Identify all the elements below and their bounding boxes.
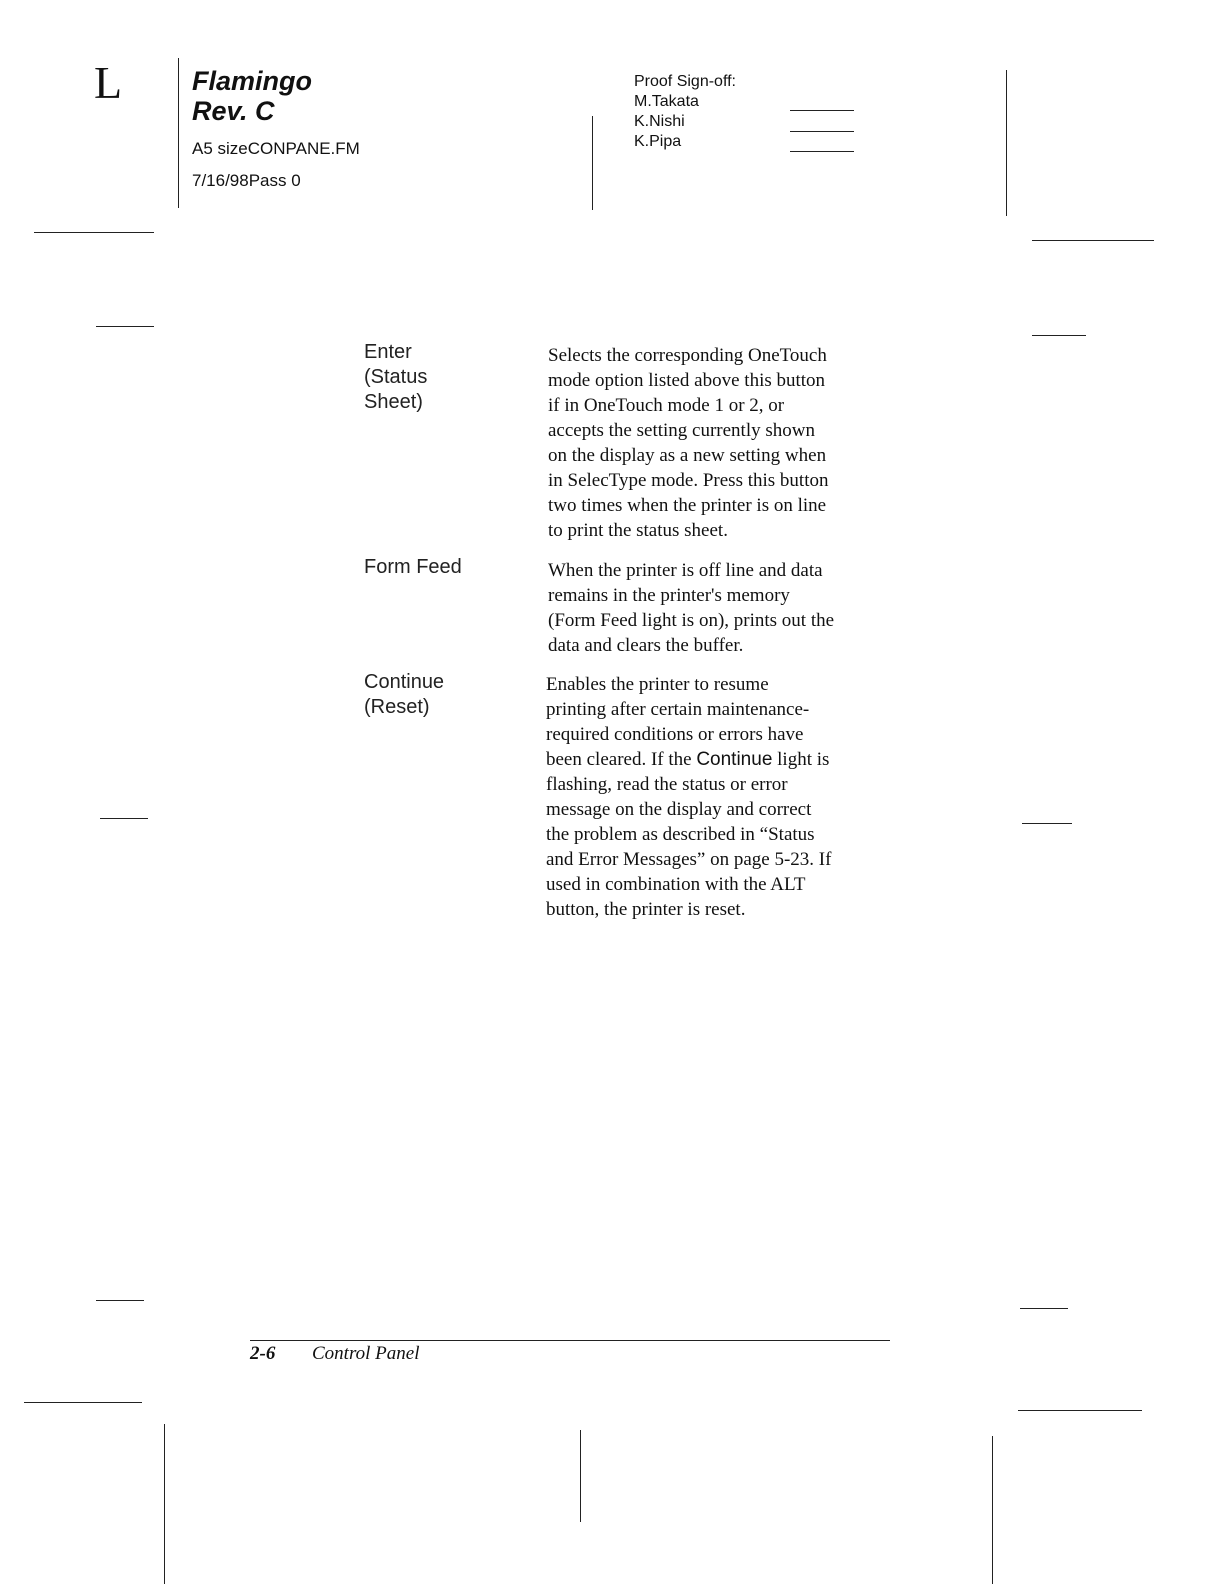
desc-line: accepts the setting currently shown — [548, 420, 815, 441]
term-line: Form Feed — [364, 556, 462, 578]
crop-mark-bottom-left — [164, 1424, 165, 1584]
signoff-name: M.Takata — [634, 93, 699, 110]
term-line: Continue — [364, 671, 445, 693]
doc-revision: Rev. C — [192, 96, 275, 126]
desc-line: the problem as described in “Status — [546, 824, 815, 845]
desc-line: required conditions or errors have — [546, 724, 804, 745]
desc-line: if in OneTouch mode 1 or 2, or — [548, 395, 785, 416]
footer-rule — [250, 1340, 890, 1341]
crop-mark-right-3 — [1022, 823, 1072, 824]
desc-line: remains in the printer's memory — [548, 585, 790, 606]
desc-line: button, the printer is reset. — [546, 899, 746, 920]
page-number: 2-6 — [250, 1343, 276, 1364]
term-enter — [364, 340, 524, 415]
signoff-line — [790, 131, 854, 132]
crop-mark-left-1 — [34, 232, 154, 233]
desc-line: to print the status sheet. — [548, 520, 728, 541]
desc-continue — [546, 672, 896, 922]
term-line: Enter — [364, 341, 412, 363]
crop-mark-left-4 — [96, 1300, 144, 1301]
side-letter: L — [94, 57, 123, 108]
crop-mark-right-5 — [1018, 1410, 1142, 1411]
desc-enter — [548, 343, 898, 543]
crop-mark-right-1 — [1032, 240, 1154, 241]
desc-line: flashing, read the status or error — [546, 774, 788, 795]
desc-line: and Error Messages” on page 5-23. If — [546, 849, 832, 870]
doc-date-pass: 7/16/98Pass 0 — [192, 171, 301, 190]
crop-mark-bottom-center — [580, 1430, 581, 1522]
desc-text: been cleared. If the — [546, 749, 692, 770]
desc-line: Enables the printer to resume — [546, 674, 769, 695]
term-continue — [364, 670, 524, 720]
desc-line: data and clears the buffer. — [548, 635, 744, 656]
signoff-name: K.Pipa — [634, 133, 682, 150]
desc-line: mode option listed above this button — [548, 370, 826, 391]
desc-line: on the display as a new setting when — [548, 445, 827, 466]
term-line: (Reset) — [364, 696, 430, 718]
desc-line: used in combination with the ALT — [546, 874, 806, 895]
proof-signoff — [634, 72, 736, 152]
term-line: (Status — [364, 366, 428, 388]
crop-mark-left-2 — [96, 326, 154, 327]
crop-mark-header-right — [1006, 70, 1007, 216]
desc-form-feed — [548, 558, 898, 658]
term-form-feed — [364, 555, 524, 580]
crop-mark-left-3 — [100, 818, 148, 819]
desc-line: Selects the corresponding OneTouch — [548, 345, 827, 366]
crop-mark-left-5 — [24, 1402, 142, 1403]
doc-title: Flamingo — [192, 66, 312, 96]
desc-line: printing after certain maintenance- — [546, 699, 810, 720]
section-title: Control Panel — [312, 1343, 420, 1364]
desc-line — [546, 747, 896, 772]
signoff-line — [790, 110, 854, 111]
desc-line: message on the display and correct — [546, 799, 812, 820]
crop-mark-bottom-right — [992, 1436, 993, 1584]
crop-mark-right-2 — [1032, 335, 1086, 336]
desc-line: When the printer is off line and data — [548, 560, 823, 581]
signoff-heading: Proof Sign-off: — [634, 73, 736, 90]
signoff-line — [790, 151, 854, 152]
term-line: Sheet) — [364, 391, 423, 413]
desc-inline-button-name: Continue — [696, 749, 773, 770]
desc-line: in SelecType mode. Press this button — [548, 470, 829, 491]
desc-line: two times when the printer is on line — [548, 495, 827, 516]
desc-line: (Form Feed light is on), prints out the — [548, 610, 835, 631]
signoff-name: K.Nishi — [634, 113, 685, 130]
crop-mark-header-center — [592, 116, 593, 210]
desc-text: light is — [777, 749, 830, 770]
crop-mark-right-4 — [1020, 1308, 1068, 1309]
doc-file-name: A5 sizeCONPANE.FM — [192, 139, 360, 158]
crop-mark-header-left — [178, 58, 179, 208]
